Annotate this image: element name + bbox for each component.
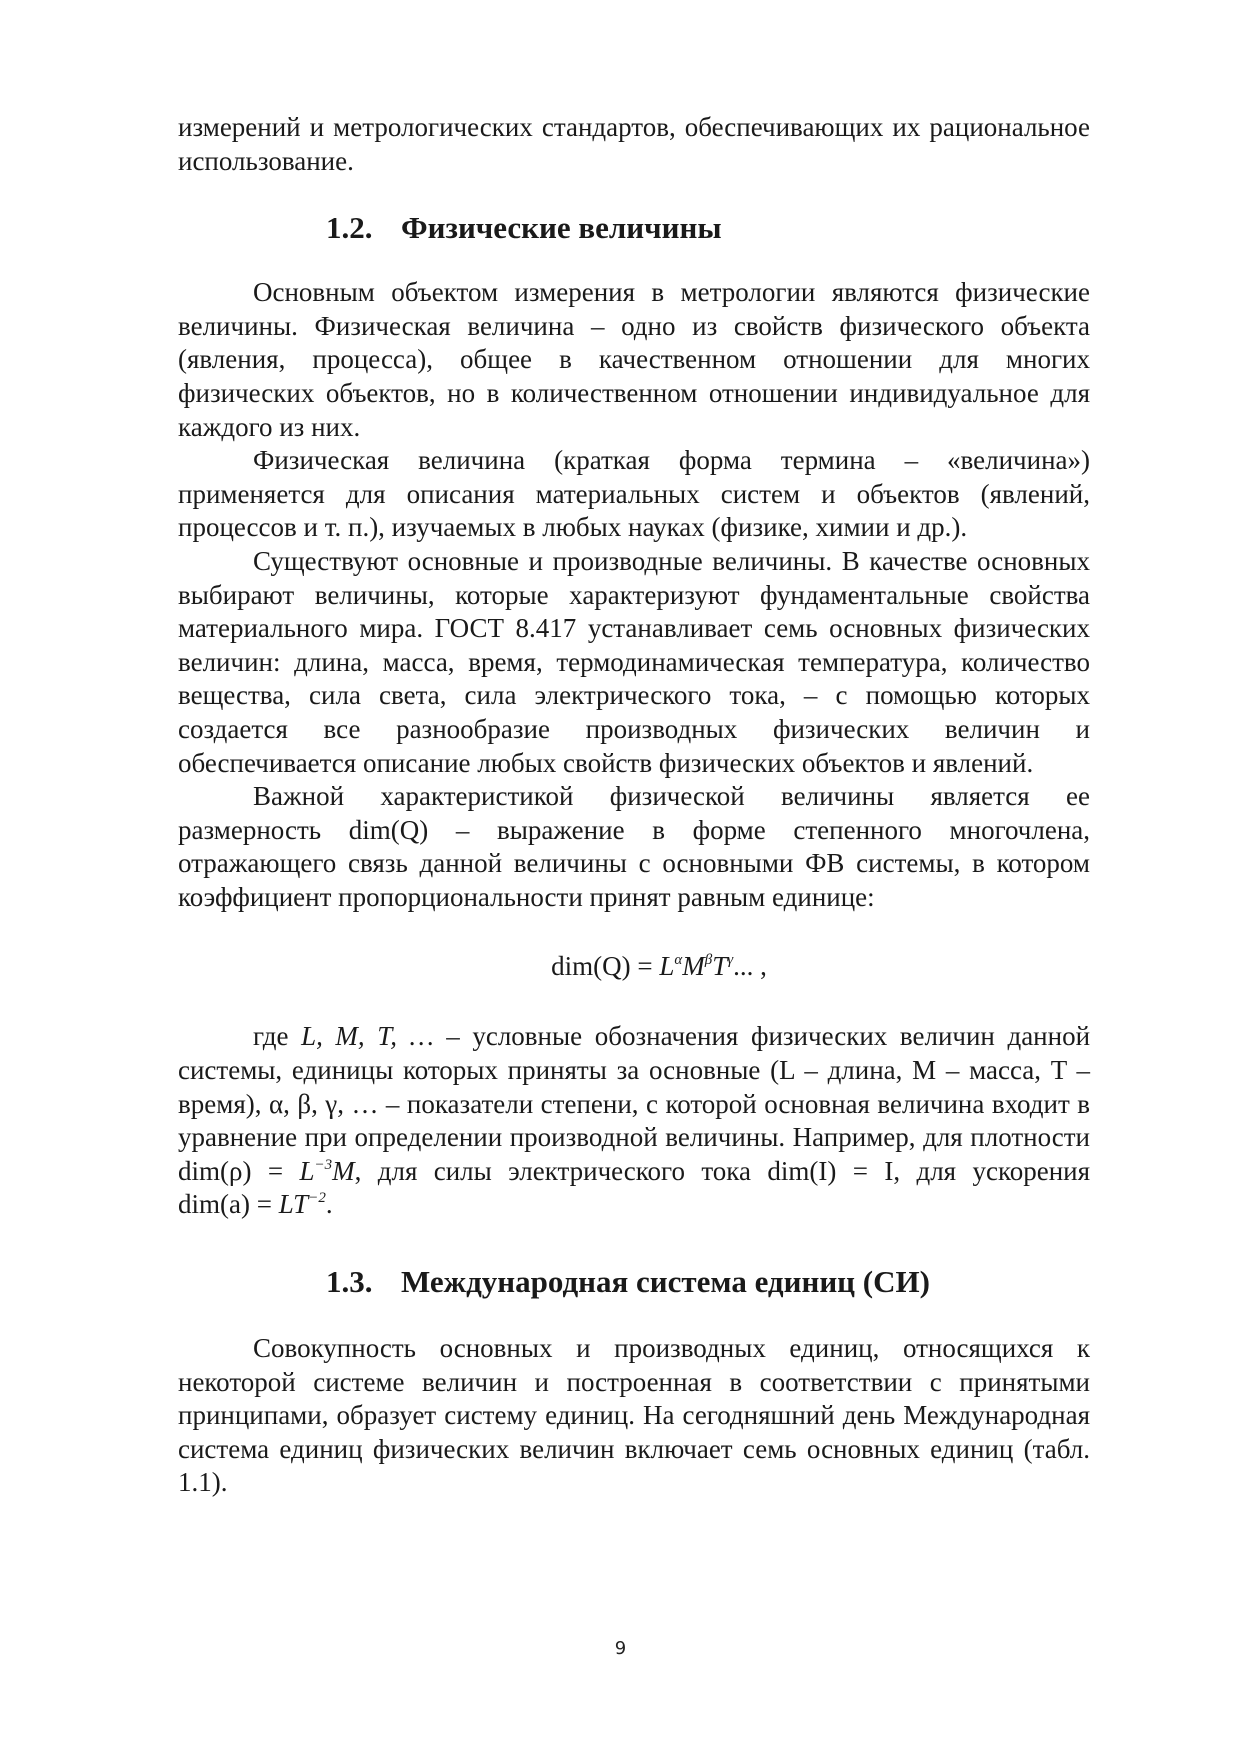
acceleration-exponent: −2 xyxy=(308,1190,326,1207)
variable-list: L, M, T, … xyxy=(301,1021,434,1052)
section-title: Физические величины xyxy=(401,210,722,246)
paragraph-4-text-before: Важной характеристикой физической величины является ее размерность xyxy=(178,781,1090,845)
density-lhs: dim(ρ) = xyxy=(178,1155,300,1186)
intro-paragraph: измерений и метрологических стандартов, обеспечивающих их рациональное использование. xyxy=(178,112,1090,176)
acceleration-base: LT xyxy=(278,1189,309,1220)
dimension-formula xyxy=(178,946,1090,986)
current-formula: dim(I) = I, xyxy=(767,1155,901,1186)
acceleration-formula xyxy=(178,1189,326,1219)
paragraph-4-text-after: – выражение в форме степенного многочлена, отражающего связь данной величины с основными ФВ системы, в котором коэффициент пропорциональности принят равным единице: xyxy=(178,814,1091,912)
section-title: Международная система единиц (СИ) xyxy=(401,1264,930,1300)
paragraph-3: Существуют основные и производные величины. В качестве основных выбирают величины, которые характеризуют фундаментальные свойства материального мира. ГОСТ 8.417 устанавливает семь основных физических величин: длина, масса, время, термодинамическая температура, количество вещества, сила света, сила электрического тока, – с помощью которых создается все разнообразие производных физических величин и обеспечивается описание любых свойств физических объектов и явлений. xyxy=(178,545,1090,778)
density-formula xyxy=(178,1156,355,1186)
page-number: 9 xyxy=(614,1638,627,1659)
paragraph-5-part-2: – условные обозначения физических величин данной системы, единицы которых приняты за основные (L – длина, M – масса, T – время), α, β, γ, … – показатели степени, с которой основная величина входит в уравнение при определении производной величины. Например, для плотности xyxy=(178,1021,1091,1153)
formula-exp-alpha: α xyxy=(674,952,683,969)
paragraph-5-part-4: для ускорения xyxy=(916,1155,1091,1186)
section-heading-1-2 xyxy=(178,208,1090,248)
formula-base-l: L xyxy=(659,951,675,982)
paragraph-4 xyxy=(178,780,1090,914)
formula-base-t: T xyxy=(712,951,728,982)
paragraph-1: Основным объектом измерения в метрологии являются физические величины. Физическая величина – одно из свойств физического объекта (явления, процесса), общее в качественном отношении для многих физических объектов, но в количественном отношении индивидуальное для каждого из них. xyxy=(178,277,1090,442)
formula-lhs: dim(Q) = xyxy=(551,951,660,982)
paragraph-5-part-1: где xyxy=(253,1021,289,1052)
density-base: L xyxy=(299,1155,315,1186)
section-heading-1-3 xyxy=(178,1262,1090,1302)
paragraph-2: Физическая величина (краткая форма термина – «величина») применяется для описания материальных систем и объектов (явлений, процессов и т. п.), изучаемых в любых науках (физике, химии и др.). xyxy=(178,445,1090,543)
formula-tail: ... , xyxy=(733,951,767,982)
page-content xyxy=(178,111,1090,1500)
paragraph-5-end: . xyxy=(325,1189,333,1220)
section-number: 1.2. xyxy=(326,210,373,246)
density-exponent: −3 xyxy=(314,1156,333,1173)
acceleration-lhs: dim(a) = xyxy=(178,1189,279,1220)
section-number: 1.3. xyxy=(326,1264,373,1300)
dimension-notation: dim(Q) xyxy=(348,814,429,845)
formula-base-m: M xyxy=(682,951,705,982)
density-tail: M xyxy=(332,1155,355,1186)
formula-exp-gamma: γ xyxy=(727,952,734,969)
formula-exp-beta: β xyxy=(704,952,713,969)
paragraph-6: Совокупность основных и производных единиц, относящихся к некоторой системе величин и построенная в соответствии с принятыми принципами, образует систему единиц. На сегодняшний день Международная система единиц физических величин включает семь основных единиц (табл. 1.1). xyxy=(178,1333,1090,1498)
paragraph-5 xyxy=(178,1020,1090,1222)
paragraph-5-part-3: , для силы электрического тока xyxy=(354,1155,751,1186)
